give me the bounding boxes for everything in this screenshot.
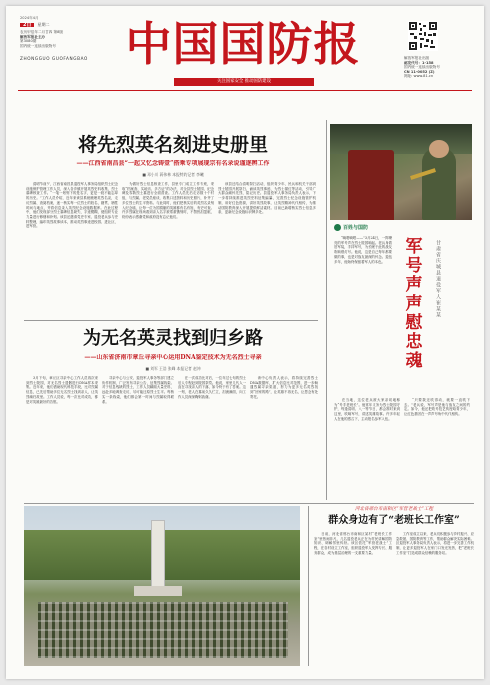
article1-subhead: ——江西省南昌县“一起又忆念铸壹”搭乘专项展现宗有名录说谨逐辨工作	[76, 160, 270, 167]
article2-byline: ■ 刘军 王浩 张峰 本报记者 赵冲	[145, 366, 201, 371]
article2-headline: 为无名英灵找到归乡路	[83, 328, 263, 349]
veteran-face	[429, 140, 449, 158]
badge-dot-icon	[334, 224, 341, 231]
masthead-logo: 中国国防报	[125, 17, 361, 71]
article2-subhead: ——山东省济南市章丘寻亲中心运用DNA鉴定技术为无名烈士寻亲	[84, 354, 262, 361]
bottom-column-2: 工作室成立以来，老兵们积极参与乡村振兴、应急救援、国防教育等工作，帮助群众解决实际困难。区退役军人事务局负责人表示，将进一步完善工作机制，让更多退役军人在家门口发光发热，把“老班长工作室”打造成群众信赖的服务站。	[396, 532, 474, 555]
headline-char: 军	[405, 237, 423, 257]
bottom-column-1: 日前，河北省邢台市南和区某村“老班长工作室”里热闹非凡，几名退役老兵正在为村民讲解国防知识、调解邻里纠纷。该区依托“军营老战士”工程，在各村设立工作室，组织退役军人发挥专长、服务群众，成为基层治理的一支重要力量。	[314, 532, 392, 555]
veteran-photo	[330, 124, 472, 220]
article2-column-2: 寻亲中心与公安、退役军人事务等部门建立协作机制，广泛发布寻亲公告，征集烈属线索。对于信息残缺的烈士，工作人员翻阅大量史料，远赴多地调查走访，尽可能还原烈士生平。每核实一条线索，他们都会第一时间与烈属取得联系。	[102, 376, 174, 404]
code-line: 国内统一连续出版物号	[20, 43, 56, 48]
article1-column-3: 该县还结合清明祭扫活动，组织青少年、民兵和机关干部到烈士陵园开展祭扫、诵读英烈事迹、为烈士描红等活动，引导广大群众缅怀先烈、铭记历史。县退役军人事务局负责人表示，下一步将持续推进英烈史料征集编纂，完善烈士纪念设施管护机制，用好红色资源，讲好英烈故事，让英烈精神代代相传，为推动国防教育深入开展提供鲜活素材。目前已新增核实烈士信息多条，更新纪念设施标识牌多处。	[218, 182, 316, 215]
sidebar-subtitle: 甘肃省庆城县退役军人崔某某	[435, 240, 441, 318]
veteran-figure	[422, 148, 456, 220]
article2-column-3: 在一次成功比对后，一位年过七旬的烈士后人专程赶到陵园祭奠。他说，家里几代人一直在寻找亲人的下落，如今终于有了答案。这一刻，老人在墓前久久伫立，泪流满面，向工作人员深深鞠躬致谢。	[178, 376, 246, 399]
article1-column-2: 为做好烈士信息核查工作，县里专门成立工作专班，采取“档案查、实地访、多方证”的办法，对全县烈士陵园、纪念碑及零散烈士墓进行全面普查。工作人员先后走访数十个村组，与烈属、老党员座谈，收集口述资料和历史照片，补齐了多位烈士的生平资料。与此同时，他们把核实后的英烈名录刻入纪念墙，让每一位为国捐躯的英雄都有名有姓、有史可查。许多烈属在现场看到亲人名字被郑重镌刻时，不禁热泪盈眶，纷纷表示感谢党和政府没有忘记他们。	[122, 182, 214, 219]
monument-obelisk	[151, 520, 165, 588]
newspaper-page	[6, 6, 484, 679]
bottom-column-divider	[308, 506, 309, 666]
headline-char: 忠	[405, 332, 423, 352]
article2-column-1: 3月下旬，章丘区寻亲中心工作人员再次来到烈士陵园，对无名烈士遗骸进行DNA样本采集。近年来，他们借助现代科技手段，比对烈属信息，已先后帮助多位无名烈士找到亲人，让英烈魂归故里。工作人员说，每一次比对成功，都是对英雄最好的告慰。	[26, 376, 98, 404]
sidebar-divider	[326, 120, 327, 500]
bottom-kicker: 河北省邢台市南和区“军营老战士”工程	[354, 507, 434, 512]
sidebar-text-top: “嘀嗒嘀嗒——”3月24日，一阵嘹亮的军号声在烈士陵园响起。老兵身着旧军装，手持军号，为长眠于此的战友吹响熄灯号。他说，这是自己每年都要做的事，也是对战友最深的怀念。退伍多年，他始终保留着军人的本色。	[334, 236, 392, 264]
masthead-pinyin: ZHONGGUO GUOFANGBAO	[20, 56, 88, 61]
qr-code-icon	[408, 21, 438, 51]
article2-column-4: 该中心负责人表示，将持续完善烈士DNA数据库，扩大信息比对范围，进一步畅通烈属寻亲渠道，努力为更多无名英烈找到“回家的路”，让英雄不再无名，让思念有处寄托。	[250, 376, 318, 399]
website: 网址: www.81.cn	[404, 74, 434, 79]
headline-char: 声	[405, 294, 423, 314]
monument-base	[134, 586, 182, 596]
masthead-right	[404, 56, 474, 79]
headline-char: 声	[405, 275, 423, 295]
badge-label: 百姓与国防	[343, 225, 369, 231]
issue-number: 第3080期	[20, 39, 37, 44]
serial-label: 国内统一连续出版物号	[404, 65, 440, 70]
day-box: 2日	[20, 23, 34, 28]
sponsor: 解放军报社主办	[20, 34, 46, 39]
weekday: 星期二	[37, 21, 50, 27]
article1-byline: ■ 邓小川 蒋伟林 本报特约记者 李曦	[142, 172, 204, 177]
issue-info: 农历甲辰年二月廿四 第8版	[20, 30, 63, 35]
memorial-square-photo	[24, 506, 300, 666]
publisher: 解放军报社出版	[404, 56, 430, 60]
bottom-divider	[24, 503, 474, 504]
sidebar-text-mid-2: “只要我还吹得动，就要一直吹下去。”老兵说，军号声是他与战友之间的约定。如今，他还把吹号技艺传授给青少年，让红色基因在一声声号角中代代相传。	[404, 398, 470, 417]
sidebar-headline	[404, 238, 424, 371]
headline-char: 号	[405, 256, 423, 276]
article-divider	[24, 320, 318, 321]
sidebar-text-mid-1: 在当地，这位老兵被大家亲切地称为“号手老班长”。他常年义务为烈士陵园守护，每逢清明、八一等节日，都会准时来到这里，吹响军号，讲述英雄故事。许多年轻人在他的感召下，主动报名参军入伍。	[334, 398, 400, 421]
headline-char: 魂	[405, 351, 423, 371]
masthead-left	[20, 16, 100, 49]
article1-headline: 将先烈英名刻进史册里	[77, 134, 268, 156]
masthead-slogan: 关注国家安全 推动国防建设	[174, 78, 314, 86]
headline-char: 慰	[405, 313, 423, 333]
column-badge	[334, 224, 368, 231]
masthead-rule	[18, 90, 472, 91]
bottom-headline: 群众身边有了“老班长工作室”	[328, 515, 460, 526]
article1-column-1: 清明节前夕，江西省南昌县退役军人事务局组织烈士纪念设施保护管理工作人员，深入各乡镇开展英烈史料收集、烈士墓碑核查工作。“一笔一划刻下的是名字，更是一段不能忘却的历史。”工作人员介绍，近年来该县系统梳理英烈名录，走访烈属、查阅档案，逐一核实每一位烈士的姓名、籍贯、牺牲时间与地点，并将信息录入英烈纪念设施数据库。在此过程中，他们发现部分烈士墓碑信息缺失、字迹模糊，便组织专业力量进行修缮和补刻。该县还邀请党史专家、退役老兵参与史料整理，编印英烈故事读本，推动英烈事迹进校园、进社区、进军营。	[26, 182, 118, 229]
date-line: 2024年4月	[20, 16, 39, 20]
postal-code: 邮发代号：1-158	[404, 60, 434, 65]
cn-number: CN 11-0052 (Z)	[404, 69, 435, 74]
red-memorial-wall	[348, 150, 394, 220]
